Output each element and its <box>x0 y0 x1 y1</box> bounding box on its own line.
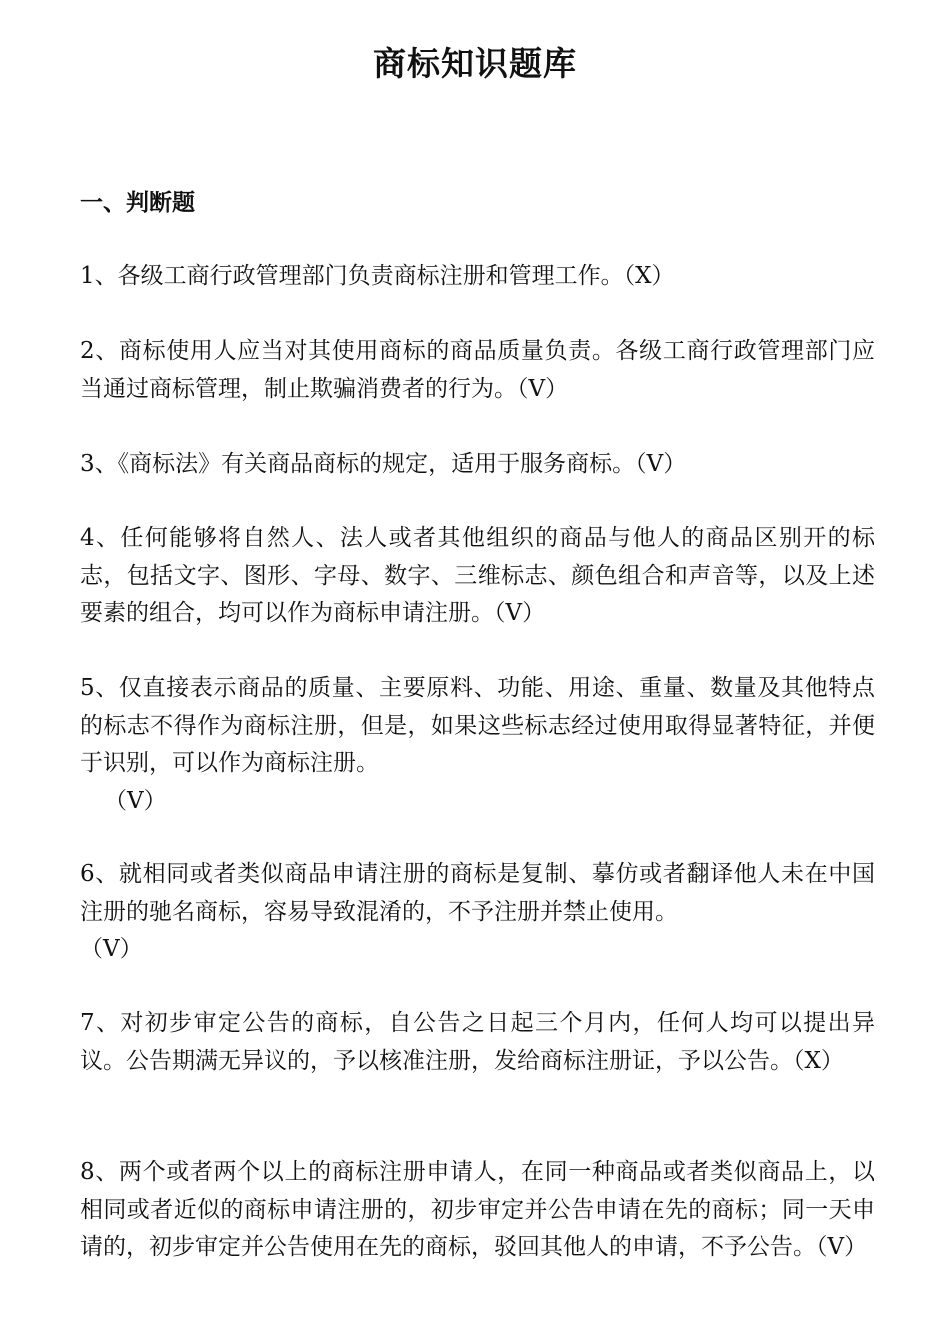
question-7 <box>80 1005 875 1080</box>
question-2 <box>80 333 875 408</box>
question-text: 8、两个或者两个以上的商标注册申请人，在同一种商品或者类似商品上，以相同或者近似的商标申请注册的，初步审定并公告申请在先的商标；同一天申请的，初步审定并公告使用在先的商标，驳回其他人的申请，不予公告。（V） <box>80 1159 875 1260</box>
question-answer: （V） <box>104 787 167 814</box>
question-text: 1、各级工商行政管理部门负责商标注册和管理工作。（X） <box>80 263 675 289</box>
question-3 <box>80 446 875 484</box>
question-1 <box>80 258 875 296</box>
page-title: 商标知识题库 <box>373 44 577 83</box>
question-8 <box>80 1154 875 1267</box>
question-5 <box>80 670 875 820</box>
question-6 <box>80 856 875 969</box>
question-answer: （V） <box>80 936 143 962</box>
question-text: 5、仅直接表示商品的质量、主要原料、功能、用途、重量、数量及其他特点的标志不得作为商标注册，但是，如果这些标志经过使用取得显著特征，并便于识别，可以作为商标注册。 <box>80 675 875 776</box>
question-text: 6、就相同或者类似商品申请注册的商标是复制、摹仿或者翻译他人未在中国注册的驰名商标，容易导致混淆的，不予注册并禁止使用。 <box>80 861 875 925</box>
question-4 <box>80 520 875 633</box>
question-text: 2、商标使用人应当对其使用商标的商品质量负责。各级工商行政管理部门应当通过商标管理，制止欺骗消费者的行为。（V） <box>80 338 875 402</box>
question-text: 4、任何能够将自然人、法人或者其他组织的商品与他人的商品区别开的标志，包括文字、图形、字母、数字、三维标志、颜色组合和声音等，以及上述要素的组合，均可以作为商标申请注册。（V） <box>80 525 875 626</box>
section-heading: 一、判断题 <box>80 190 195 216</box>
question-text: 3、《商标法》有关商品商标的规定，适用于服务商标。（V） <box>80 451 687 477</box>
question-text: 7、对初步审定公告的商标，自公告之日起三个月内，任何人均可以提出异议。公告期满无异议的，予以核准注册，发给商标注册证，予以公告。（X） <box>80 1010 875 1074</box>
